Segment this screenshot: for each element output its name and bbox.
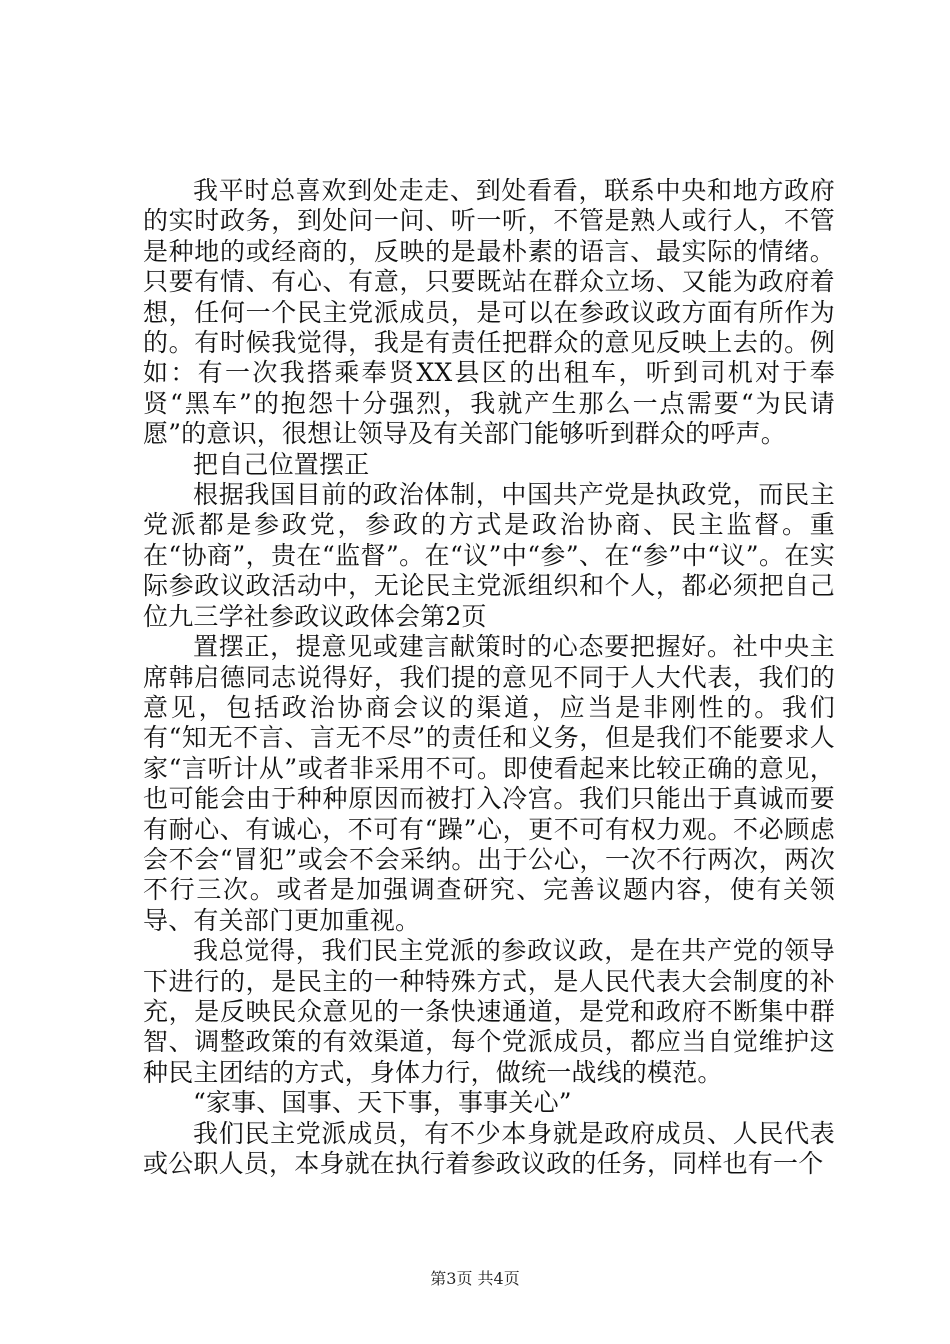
paragraph-3: 置摆正，提意见或建言献策时的心态要把握好。社中央主席韩启德同志说得好，我们提的意见不同于人大代表，我们的意见，包括政治协商会议的渠道，应当是非刚性的。我们有“知无不言、言无不尽”的责任和义务，但是我们不能要求人家“言听计从”或者非采用不可。即使看起来比较正确的意见，也可能会由于种种原因而被打入冷宫。我们只能出于真诚而要有耐心、有诚心，不可有“躁”心，更不可有权力观。不必顾虑会不会“冒犯”或会不会采纳。出于公心，一次不行两次，两次不行三次。或者是加强调查研究、完善议题内容，使有关领导、有关部门更加重视。 [143,632,835,935]
paragraph-4: 我总觉得，我们民主党派的参政议政，是在共产党的领导下进行的，是民主的一种特殊方式，是人民代表大会制度的补充，是反映民众意见的一条快速通道，是党和政府不断集中群智、调整政策的有效渠道，每个党派成员，都应当自觉维护这种民主团结的方式，身体力行，做统一战线的模范。 [143,936,835,1087]
paragraph-2: 根据我国目前的政治体制，中国共产党是执政党，而民主党派都是参政党，参政的方式是政治协商、民主监督。重在“协商”，贵在“监督”。在“议”中“参”、在“参”中“议”。在实际参政议政活动中，无论民主党派组织和个人，都必须把自己位九三学社参政议政体会第2页 [143,480,835,631]
paragraph-5: 我们民主党派成员，有不少本身就是政府成员、人民代表或公职人员，本身就在执行着参政议政的任务，同样也有一个 [143,1118,835,1178]
document-body [143,176,835,1179]
section-heading-position: 把自己位置摆正 [193,449,370,479]
paragraph-1: 我平时总喜欢到处走走、到处看看，联系中央和地方政府的实时政务，到处问一问、听一听，不管是熟人或行人，不管是种地的或经商的，反映的是最朴素的语言、最实际的情绪。只要有情、有心、有意，只要既站在群众立场、又能为政府着想，任何一个民主党派成员，是可以在参政议政方面有所作为的。有时候我觉得，我是有责任把群众的意见反映上去的。例如：有一次我搭乘奉贤XX县区的出租车，听到司机对于奉贤“黑车”的抱怨十分强烈，我就产生那么一点需要“为民请愿”的意识，很想让领导及有关部门能够听到群众的呼声。 [143,176,835,449]
page-footer: 第3页 共4页 [430,1269,520,1288]
section-heading-concern: “家事、国事、天下事，事事关心” [193,1088,572,1118]
